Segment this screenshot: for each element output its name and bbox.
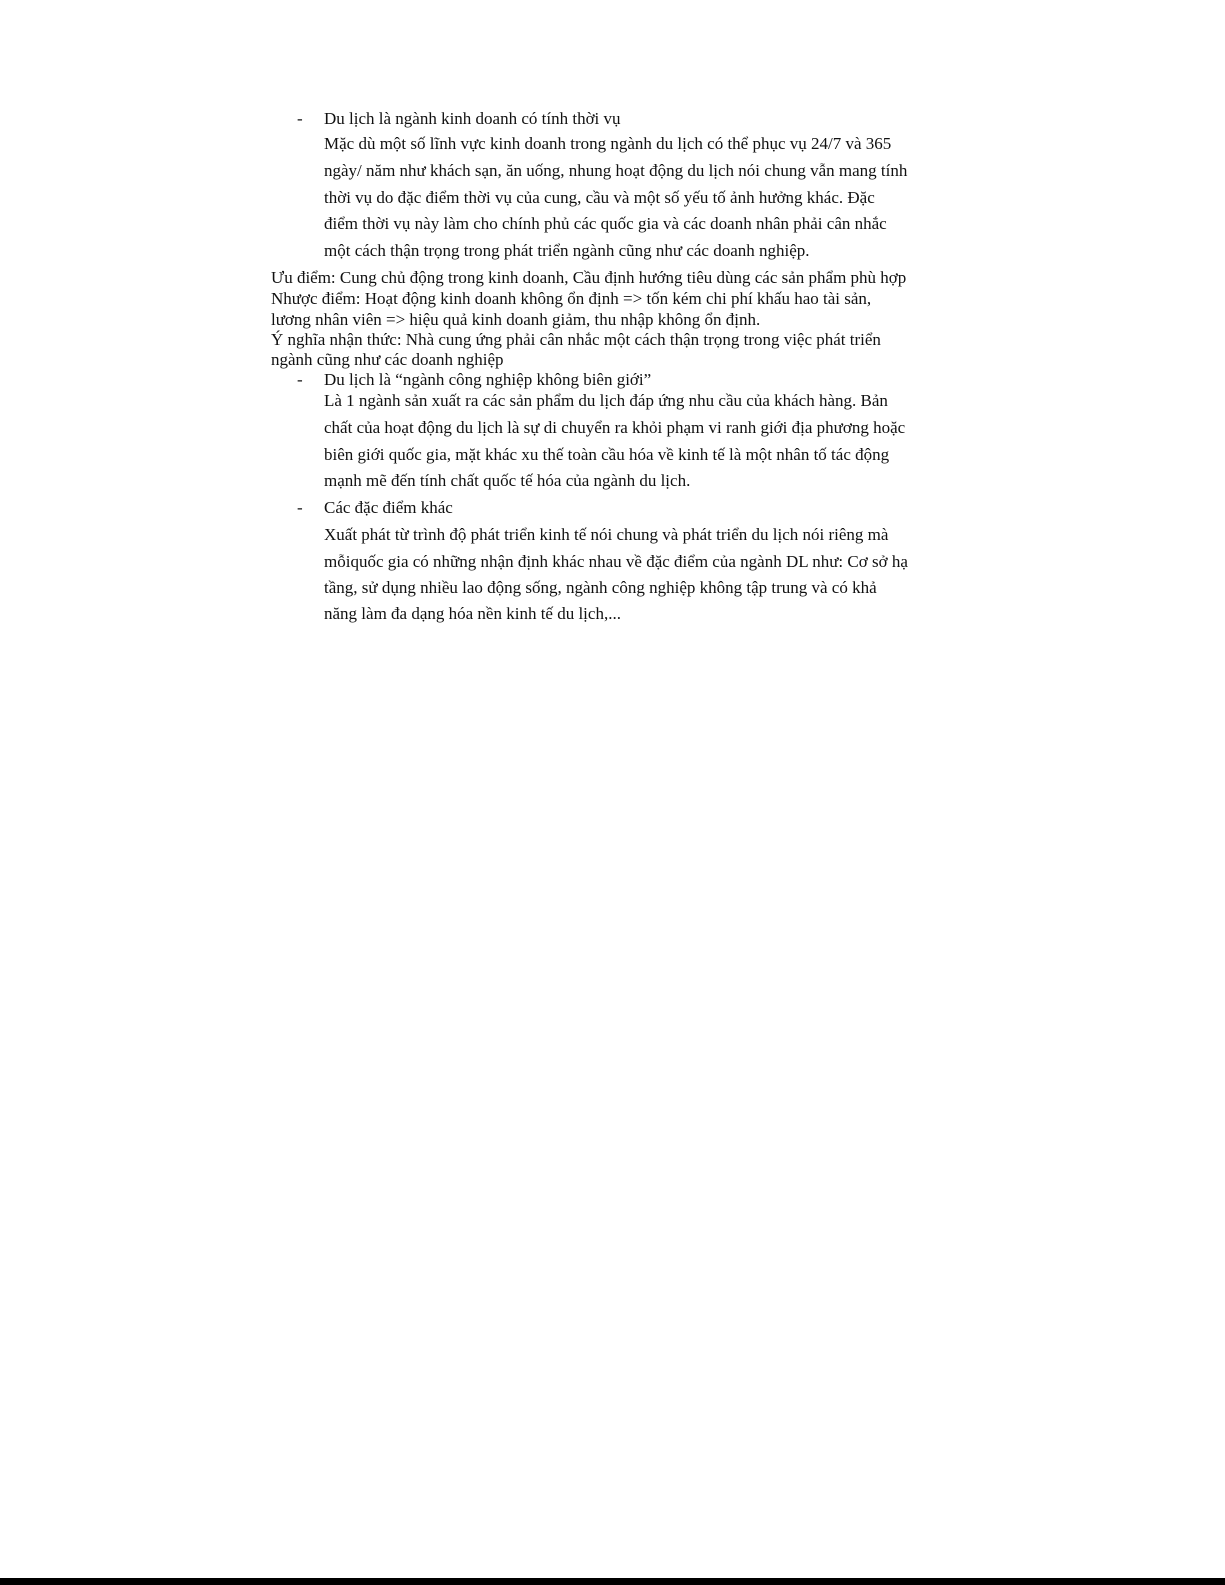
note-line: Ưu điểm: Cung chủ động trong kinh doanh, Cầu định hướng tiêu dùng các sản phẩm phù hợp bbox=[271, 268, 907, 287]
paragraph-line: tầng, sử dụng nhiều lao động sống, ngành công nghiệp không tập trung và có khả bbox=[324, 578, 877, 597]
paragraph-line: Là 1 ngành sản xuất ra các sản phẩm du lịch đáp ứng nhu cầu của khách hàng. Bản bbox=[324, 391, 888, 410]
page-bottom-border bbox=[0, 1578, 1225, 1585]
bullet-dash: - bbox=[297, 370, 303, 389]
note-line: Nhược điểm: Hoạt động kinh doanh không ổn định => tốn kém chi phí khấu hao tài sản, bbox=[271, 289, 872, 308]
paragraph-line: mạnh mẽ đến tính chất quốc tế hóa của ngành du lịch. bbox=[324, 471, 691, 490]
section-heading: Các đặc điểm khác bbox=[324, 498, 453, 517]
paragraph-line: mỗiquốc gia có những nhận định khác nhau về đặc điểm của ngành DL như: Cơ sở hạ bbox=[324, 552, 908, 571]
section-heading: Du lịch là ngành kinh doanh có tính thời vụ bbox=[324, 109, 621, 128]
paragraph-line: ngày/ năm như khách sạn, ăn uống, nhung hoạt động du lịch nói chung vẫn mang tính bbox=[324, 161, 908, 180]
paragraph-line: Xuất phát từ trình độ phát triển kinh tế nói chung và phát triển du lịch nói riêng mà bbox=[324, 525, 889, 544]
bullet-dash: - bbox=[297, 109, 303, 128]
section-heading: Du lịch là “ngành công nghiệp không biên giới” bbox=[324, 370, 652, 389]
paragraph-line: biên giới quốc gia, mặt khác xu thế toàn cầu hóa về kinh tế là một nhân tố tác động bbox=[324, 445, 890, 464]
bullet-dash: - bbox=[297, 498, 303, 517]
paragraph-line: điểm thời vụ này làm cho chính phủ các quốc gia và các doanh nhân phải cân nhắc bbox=[324, 214, 887, 233]
paragraph-line: năng làm đa dạng hóa nền kinh tế du lịch,... bbox=[324, 604, 621, 623]
note-line: Ý nghĩa nhận thức: Nhà cung ứng phải cân nhắc một cách thận trọng trong việc phát triển bbox=[271, 330, 881, 349]
paragraph-line: một cách thận trọng trong phát triển ngành cũng như các doanh nghiệp. bbox=[324, 241, 810, 260]
note-line: ngành cũng như các doanh nghiệp bbox=[271, 350, 504, 369]
paragraph-line: thời vụ do đặc điểm thời vụ của cung, cầu và một số yếu tố ảnh hưởng khác. Đặc bbox=[324, 188, 875, 207]
note-line: lương nhân viên => hiệu quả kinh doanh giảm, thu nhập không ổn định. bbox=[271, 310, 761, 329]
paragraph-line: Mặc dù một số lĩnh vực kinh doanh trong ngành du lịch có thể phục vụ 24/7 và 365 bbox=[324, 134, 892, 153]
paragraph-line: chất của hoạt động du lịch là sự di chuyển ra khỏi phạm vi ranh giới địa phương hoặc bbox=[324, 418, 906, 437]
